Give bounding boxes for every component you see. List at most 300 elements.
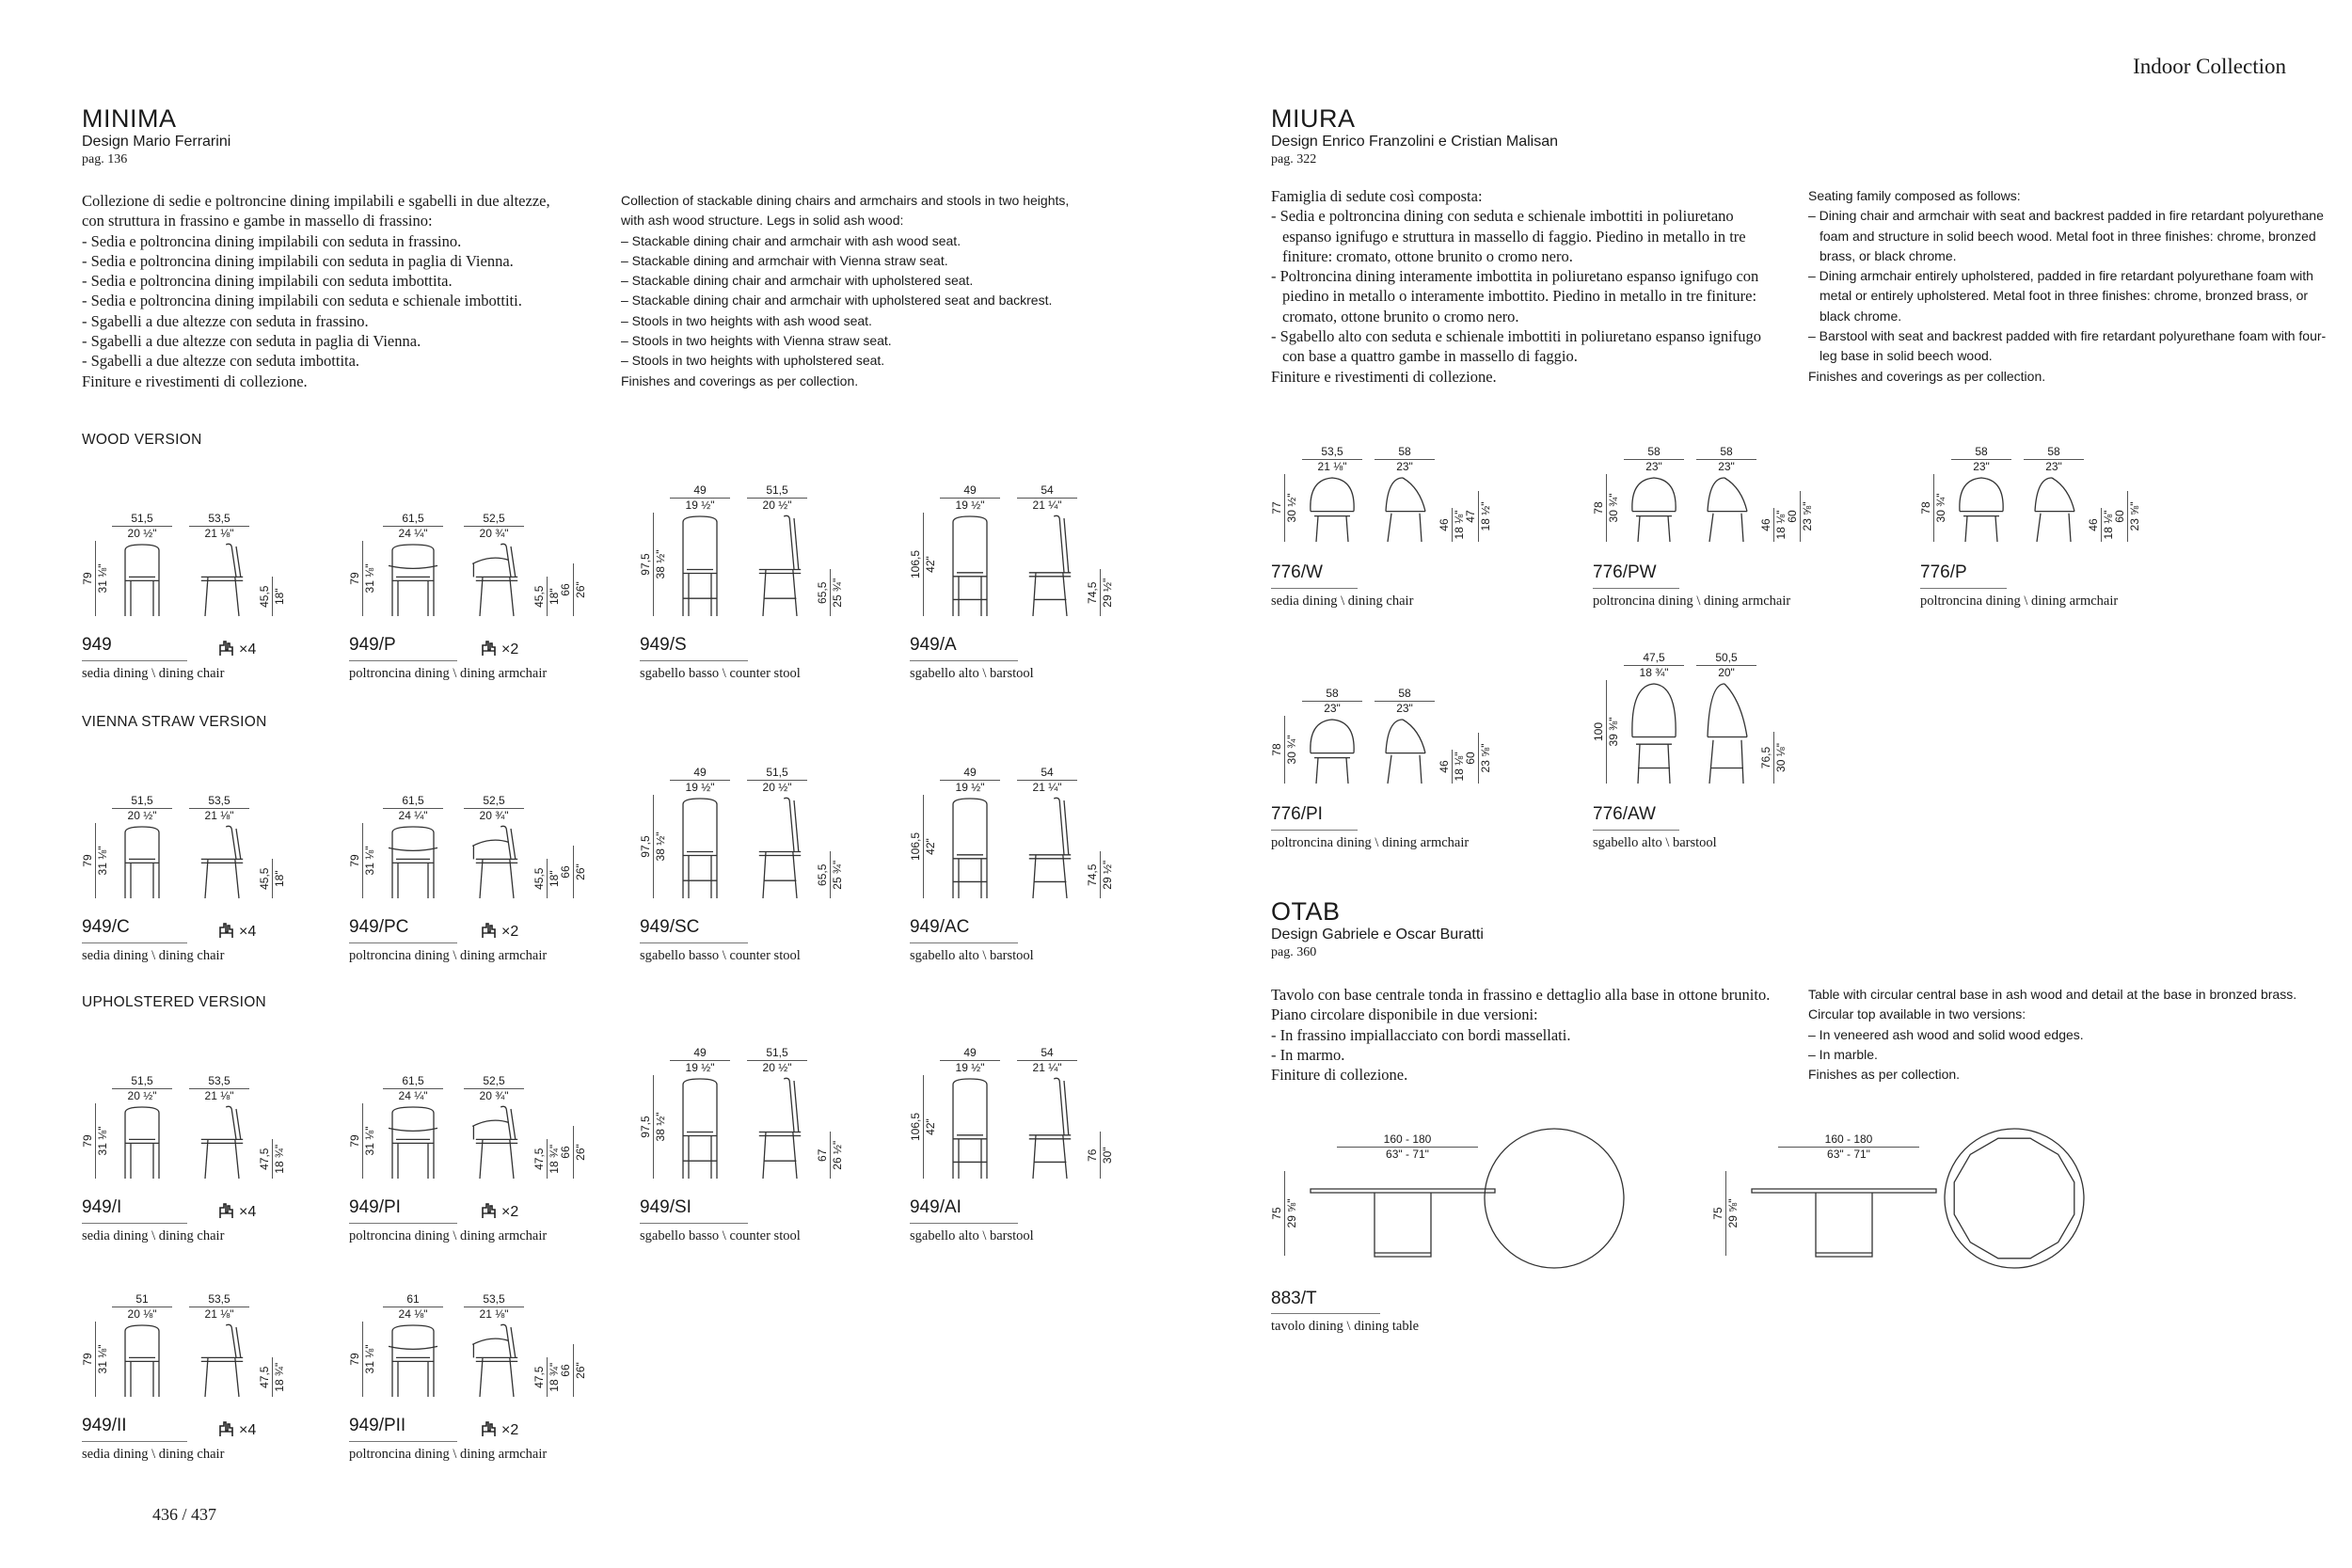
side-view-drawing — [2027, 474, 2080, 542]
product-code: 949/S — [640, 635, 687, 655]
dim-depth-in: 21 ⅛" — [204, 809, 234, 822]
dim-arm-height-cm: 47 — [1464, 510, 1477, 523]
dim-height — [1593, 474, 1620, 542]
miura-title: MIURA — [1271, 104, 1356, 133]
product-desc: sgabello alto \ barstool — [910, 666, 1034, 681]
dim-width — [112, 795, 172, 822]
dim-depth-cm: 53,5 — [208, 1292, 230, 1306]
dim-seat-height-in: 18" — [548, 870, 561, 888]
dim-arm-height-in: 23 ⅝" — [2128, 501, 2141, 531]
code-underline — [1271, 1313, 1380, 1314]
dim-seat-height-cm: 46 — [2087, 518, 2100, 531]
table-top-round — [1483, 1127, 1626, 1270]
dim-height — [349, 823, 376, 898]
dim-arm-height — [560, 563, 587, 616]
dim-seat-height-in: 18 ¾" — [548, 1362, 561, 1392]
dim-height — [1271, 716, 1298, 784]
code-underline — [910, 660, 1018, 661]
side-view-drawing — [466, 1103, 522, 1179]
dim-depth-cm: 53,5 — [483, 1292, 505, 1306]
product-desc: sgabello basso \ counter stool — [640, 948, 801, 963]
minima-designer: Design Mario Ferrarini — [82, 134, 231, 150]
dim-seat-height — [533, 577, 561, 616]
dim-seat-height-cm: 45,5 — [258, 585, 271, 608]
dim-table-height — [1712, 1171, 1740, 1256]
product-desc: sedia dining \ dining chair — [82, 1228, 225, 1243]
dim-height-in: 38 ½" — [654, 1112, 667, 1142]
dim-depth-cm: 58 — [2047, 445, 2060, 458]
dim-width — [112, 1075, 172, 1102]
product-desc: sgabello basso \ counter stool — [640, 1228, 801, 1243]
dim-depth — [747, 767, 807, 794]
dim-seat-height-in: 25 ¾" — [831, 860, 844, 890]
stack-count: ×2 — [501, 1204, 519, 1220]
dim-width-cm: 49 — [963, 483, 977, 497]
dim-seat-height-cm: 76 — [1086, 1148, 1099, 1162]
side-view-drawing — [749, 795, 805, 898]
dim-width-in: 21 ⅛" — [1317, 460, 1347, 473]
dim-depth-in: 20 ¾" — [479, 1089, 509, 1102]
dim-depth-in: 21 ⅛" — [204, 1089, 234, 1102]
dim-arm-height-in: 26" — [574, 863, 587, 880]
dim-seat-height-in: 18 ⅛" — [1774, 510, 1788, 540]
dim-width-in: 23" — [1973, 460, 1990, 473]
dim-height-cm: 97,5 — [639, 835, 652, 858]
dim-height — [1271, 474, 1298, 542]
dim-seat-height-cm: 47,5 — [532, 1148, 546, 1170]
code-underline — [1593, 588, 1679, 589]
dim-diameter-in: 63" - 71" — [1827, 1148, 1870, 1161]
dim-height-cm: 79 — [81, 854, 94, 867]
dim-depth-cm: 54 — [1041, 766, 1054, 779]
dim-seat-height-cm: 47,5 — [258, 1366, 271, 1388]
dim-height — [640, 795, 667, 898]
dim-depth-in: 21 ⅛" — [204, 1307, 234, 1321]
dim-seat-height-cm: 45,5 — [532, 867, 546, 890]
dim-height-cm: 79 — [348, 854, 361, 867]
miura-description-en: Seating family composed as follows: – Dining chair and armchair with seat and backrest padded in fire retardant polyurethane foam and structure in solid beech wood. Metal foot in three finishes: chrome, bronzed brass, or black chrome. – Dining armchair entirely upholstered, padded in fire retardant polyurethane foam with metal or entirely upholstered. Metal foot in three finishes: chrome, bronzed brass, or black chrome. – Barstool with seat and backrest padded with fire retardant polyurethane foam with four-leg base in solid beech wood. Finishes and coverings as per collection. — [1808, 188, 2327, 384]
dim-depth-in: 20 ½" — [762, 781, 792, 794]
dim-width-in: 20 ⅛" — [127, 1307, 157, 1321]
dim-width-in: 24 ¼" — [398, 527, 428, 540]
dim-width-in: 19 ½" — [685, 781, 715, 794]
dim-seat-height-in: 18 ¾" — [548, 1144, 561, 1174]
dim-depth-cm: 52,5 — [483, 1074, 505, 1087]
dim-seat-height — [817, 852, 844, 899]
side-view-drawing — [191, 1322, 247, 1397]
side-view-drawing — [1019, 513, 1075, 616]
dim-width — [1624, 652, 1684, 679]
dim-seat-height — [2088, 508, 2115, 542]
stack-icon — [481, 922, 498, 939]
product-desc: poltroncina dining \ dining armchair — [1593, 594, 1791, 609]
dim-table-height-in: 29 ⅝" — [1726, 1198, 1740, 1228]
product-desc-883-t: tavolo dining \ dining table — [1271, 1319, 1420, 1334]
dim-height-cm: 78 — [1270, 743, 1283, 756]
section-upholstered-version: UPHOLSTERED VERSION — [82, 994, 267, 1010]
dim-seat-height — [1087, 1132, 1114, 1180]
dim-seat-height-cm: 46 — [1438, 518, 1451, 531]
stackable-indicator — [218, 640, 256, 658]
dim-seat-height — [259, 859, 286, 898]
product-code: 949/C — [82, 917, 130, 937]
front-view-drawing — [677, 795, 723, 898]
side-view-drawing — [191, 823, 247, 898]
dim-height-cm: 78 — [1592, 501, 1605, 515]
product-code: 776/PI — [1271, 804, 1323, 824]
dim-depth — [464, 795, 524, 822]
side-view-drawing — [1378, 716, 1431, 784]
dim-width-cm: 61,5 — [402, 794, 424, 807]
code-underline — [640, 942, 748, 943]
side-view-drawing — [1019, 1075, 1075, 1179]
otab-title: OTAB — [1271, 897, 1341, 926]
dim-width-cm: 58 — [1647, 445, 1661, 458]
dim-height-cm: 78 — [1919, 501, 1932, 515]
miura-description-it: Famiglia di sedute così composta: - Sedia e poltroncina dining con seduta e schienale imbottiti in poliuretano espanso ignifugo e struttura in massello di faggio. Piedino in metallo in tre finiture: cromato, ottone brunito o cromo nero. - Poltroncina dining interamente imbottita in poliuretano espanso ignifugo con piedino in metallo o interamente imbottito. Piedino in metallo in tre finiture: cromato, ottone brunito o cromo nero. - Sgabello alto con seduta e schienale imbottiti in poliuretano espanso ignifugo con base a quattro gambe in massello di faggio. Finiture e rivestimenti di collezione. — [1271, 187, 1762, 386]
dim-arm-height — [1787, 491, 1814, 542]
dim-depth — [189, 795, 249, 822]
side-view-drawing — [1700, 474, 1753, 542]
dim-height-cm: 79 — [81, 1134, 94, 1148]
dim-height — [640, 1075, 667, 1179]
dim-height-cm: 97,5 — [639, 553, 652, 576]
dim-height-in: 31 ⅛" — [363, 1126, 376, 1156]
otab-page-ref: pag. 360 — [1271, 945, 1317, 959]
product-desc: poltroncina dining \ dining armchair — [349, 1447, 548, 1462]
stack-count: ×2 — [501, 1422, 519, 1438]
dim-depth — [464, 1293, 524, 1321]
dim-depth-in: 23" — [1396, 702, 1413, 715]
dim-width-in: 19 ½" — [955, 499, 985, 512]
dim-depth-in: 20 ¾" — [479, 527, 509, 540]
product-desc: sedia dining \ dining chair — [82, 1447, 225, 1462]
dim-width-cm: 58 — [1326, 687, 1339, 700]
miura-page-ref: pag. 322 — [1271, 152, 1317, 166]
stackable-indicator — [218, 1420, 256, 1439]
stack-icon — [218, 640, 235, 657]
dim-depth-in: 23" — [1396, 460, 1413, 473]
dim-table-height-in: 29 ⅝" — [1285, 1198, 1298, 1228]
dim-seat-height-cm: 47,5 — [258, 1148, 271, 1170]
dim-height-in: 31 ⅛" — [96, 1126, 109, 1156]
dim-height — [1593, 680, 1620, 784]
dim-arm-height-in: 23 ⅝" — [1801, 501, 1814, 531]
product-code: 776/AW — [1593, 804, 1656, 824]
dim-depth-cm: 50,5 — [1715, 651, 1738, 664]
dim-seat-height — [1760, 508, 1788, 542]
stack-count: ×2 — [501, 641, 519, 657]
dim-arm-height — [2114, 491, 2141, 542]
product-code: 949/SI — [640, 1197, 691, 1217]
stack-count: ×4 — [239, 924, 257, 940]
section-wood-version: WOOD VERSION — [82, 432, 202, 448]
product-desc: sedia dining \ dining chair — [1271, 594, 1414, 609]
dim-depth — [189, 513, 249, 540]
dim-seat-height-in: 18 ⅛" — [2102, 510, 2115, 540]
dim-arm-height — [560, 1126, 587, 1179]
dim-width-in: 19 ½" — [955, 781, 985, 794]
dim-seat-height — [1087, 570, 1114, 617]
dim-depth-in: 23" — [2045, 460, 2062, 473]
dim-depth — [464, 513, 524, 540]
front-view-drawing — [119, 1322, 165, 1397]
dim-seat-height-cm: 67 — [816, 1148, 829, 1162]
dim-depth-in: 21 ¼" — [1032, 781, 1062, 794]
front-view-drawing — [387, 541, 439, 616]
dim-depth — [189, 1075, 249, 1102]
product-code: 949/P — [349, 635, 396, 655]
dim-width — [383, 1293, 443, 1321]
dim-width-in: 20 ½" — [127, 1089, 157, 1102]
product-code: 776/W — [1271, 562, 1323, 582]
product-desc: poltroncina dining \ dining armchair — [349, 1228, 548, 1243]
dim-table-height — [1271, 1171, 1298, 1256]
dim-height-in: 30 ¾" — [1285, 735, 1298, 765]
dim-height — [82, 1322, 109, 1397]
front-view-drawing — [1629, 680, 1679, 784]
dim-height-in: 31 ⅛" — [96, 846, 109, 876]
dim-width-in: 20 ½" — [127, 809, 157, 822]
dim-arm-height-in: 26" — [574, 581, 587, 598]
product-desc: sgabello alto \ barstool — [910, 948, 1034, 963]
side-view-drawing — [191, 1103, 247, 1179]
dim-seat-height — [259, 1357, 286, 1397]
dim-depth — [1696, 652, 1756, 679]
stack-count: ×4 — [239, 1204, 257, 1220]
dim-width — [383, 1075, 443, 1102]
dim-width — [670, 1047, 730, 1074]
dim-height-cm: 106,5 — [909, 832, 922, 862]
dim-depth — [1017, 767, 1077, 794]
product-desc: sgabello basso \ counter stool — [640, 666, 801, 681]
dim-height-in: 31 ⅛" — [363, 846, 376, 876]
side-view-drawing — [466, 1322, 522, 1397]
code-underline — [1593, 830, 1679, 831]
dim-height — [910, 795, 937, 898]
dim-depth-in: 20" — [1718, 666, 1735, 679]
stack-icon — [218, 922, 235, 939]
product-desc: sedia dining \ dining chair — [82, 948, 225, 963]
dim-seat-height-in: 18" — [273, 588, 286, 606]
stack-count: ×4 — [239, 641, 257, 657]
dim-seat-height-in: 18 ⅛" — [1453, 752, 1466, 782]
dim-height-cm: 100 — [1592, 721, 1605, 742]
product-desc: sgabello alto \ barstool — [1593, 835, 1717, 850]
dim-diameter-cm: 160 - 180 — [1824, 1132, 1873, 1146]
dim-height — [910, 513, 937, 616]
dim-height-cm: 97,5 — [639, 1116, 652, 1138]
dim-seat-height-in: 18" — [273, 870, 286, 888]
dim-depth-cm: 58 — [1720, 445, 1733, 458]
dim-seat-height-in: 25 ¾" — [831, 578, 844, 608]
dim-width-in: 24 ¼" — [398, 1089, 428, 1102]
dim-depth — [1696, 446, 1756, 473]
dim-width — [383, 513, 443, 540]
dim-arm-height — [1465, 733, 1492, 784]
dim-width-cm: 61,5 — [402, 512, 424, 525]
dim-height-in: 42" — [924, 838, 937, 855]
dim-width-cm: 51,5 — [131, 1074, 153, 1087]
dim-arm-height-cm: 66 — [559, 865, 572, 879]
dim-height-in: 31 ⅛" — [363, 1344, 376, 1374]
product-code: 949 — [82, 635, 112, 655]
dim-width — [940, 484, 1000, 512]
front-view-drawing — [947, 1075, 993, 1179]
front-view-drawing — [387, 1103, 439, 1179]
dim-width-in: 23" — [1645, 460, 1662, 473]
stackable-indicator — [481, 640, 518, 658]
dim-diameter-cm: 160 - 180 — [1383, 1132, 1432, 1146]
dim-width-cm: 53,5 — [1321, 445, 1343, 458]
stack-icon — [218, 1202, 235, 1219]
stackable-indicator — [218, 1202, 256, 1221]
dim-width-in: 19 ½" — [955, 1061, 985, 1074]
dim-height-in: 42" — [924, 1118, 937, 1135]
dim-arm-height-cm: 60 — [1464, 752, 1477, 765]
product-desc: poltroncina dining \ dining armchair — [349, 948, 548, 963]
code-underline — [349, 942, 457, 943]
side-view-drawing — [1378, 474, 1431, 542]
front-view-drawing — [947, 513, 993, 616]
dim-depth — [464, 1075, 524, 1102]
dim-depth-in: 20 ½" — [762, 1061, 792, 1074]
dim-width — [112, 513, 172, 540]
side-view-drawing — [749, 513, 805, 616]
stack-icon — [218, 1420, 235, 1437]
dim-arm-height-in: 18 ½" — [1479, 501, 1492, 531]
dim-depth-in: 20 ½" — [762, 499, 792, 512]
code-underline — [640, 660, 748, 661]
dim-seat-height-in: 18 ¾" — [273, 1362, 286, 1392]
stack-count: ×4 — [239, 1422, 257, 1438]
dim-height — [910, 1075, 937, 1179]
dim-diameter-in: 63" - 71" — [1386, 1148, 1429, 1161]
dim-height — [82, 541, 109, 616]
dim-height — [349, 541, 376, 616]
otab-description-en: Table with circular central base in ash wood and detail at the base in bronzed brass. Circular top available in two versions: – In veneered ash wood and solid wood edges. – In marble. Finishes as per collection. — [1808, 987, 2297, 1083]
dim-seat-height — [1760, 732, 1788, 784]
dim-seat-height — [533, 859, 561, 898]
dim-seat-height-in: 29 ½" — [1101, 860, 1114, 890]
side-view-drawing — [191, 541, 247, 616]
dim-seat-height-cm: 76,5 — [1759, 746, 1772, 769]
dim-seat-height-cm: 74,5 — [1086, 863, 1099, 886]
front-view-drawing — [387, 1322, 439, 1397]
product-code: 949/PC — [349, 917, 409, 937]
product-desc: sgabello alto \ barstool — [910, 1228, 1034, 1243]
dim-arm-height-cm: 66 — [559, 583, 572, 596]
collection-title: Indoor Collection — [2133, 55, 2286, 78]
dim-table-height-cm: 75 — [1270, 1207, 1283, 1220]
product-code: 949/II — [82, 1416, 127, 1435]
dim-seat-height-cm: 47,5 — [532, 1366, 546, 1388]
product-code: 949/A — [910, 635, 957, 655]
product-desc: sedia dining \ dining chair — [82, 666, 225, 681]
side-view-drawing — [466, 823, 522, 898]
dim-seat-height — [259, 577, 286, 616]
dim-width — [1624, 446, 1684, 473]
miura-designer: Design Enrico Franzolini e Cristian Malisan — [1271, 134, 1559, 150]
front-view-drawing — [1629, 474, 1679, 542]
dim-seat-height-cm: 65,5 — [816, 581, 829, 604]
dim-height — [349, 1103, 376, 1179]
dim-arm-height-cm: 66 — [559, 1146, 572, 1159]
dim-seat-height — [1438, 750, 1466, 784]
dim-depth-cm: 51,5 — [766, 483, 788, 497]
dim-height-in: 31 ⅛" — [96, 563, 109, 594]
dim-height-in: 30 ¾" — [1934, 493, 1947, 523]
side-view-drawing — [466, 541, 522, 616]
front-view-drawing — [119, 541, 165, 616]
dim-seat-height-in: 18 ⅛" — [1453, 510, 1466, 540]
code-underline — [349, 1223, 457, 1224]
dim-depth-in: 21 ⅛" — [204, 527, 234, 540]
page-numbers: 436 / 437 — [152, 1505, 217, 1524]
dim-seat-height — [817, 570, 844, 617]
table-top-marble — [1943, 1127, 2086, 1270]
dim-seat-height-cm: 45,5 — [258, 867, 271, 890]
dim-width-cm: 49 — [693, 483, 707, 497]
dim-depth — [2024, 446, 2084, 473]
dim-depth-in: 20 ¾" — [479, 809, 509, 822]
dim-table-height-cm: 75 — [1711, 1207, 1724, 1220]
code-underline — [82, 1223, 187, 1224]
dim-depth-cm: 58 — [1398, 687, 1411, 700]
dim-height-in: 31 ⅛" — [96, 1344, 109, 1374]
product-code: 949/PI — [349, 1197, 401, 1217]
code-underline — [1271, 830, 1358, 831]
dim-height-in: 30 ¾" — [1607, 493, 1620, 523]
dim-depth-cm: 53,5 — [208, 512, 230, 525]
dim-seat-height-in: 26 ½" — [831, 1140, 844, 1170]
dim-depth-in: 23" — [1718, 460, 1735, 473]
side-view-drawing — [1019, 795, 1075, 898]
dim-depth — [1017, 484, 1077, 512]
code-underline — [82, 660, 187, 661]
otab-description-it: Tavolo con base centrale tonda in frassino e dettaglio alla base in ottone brunito. Piano circolare disponibile in due versioni: - In frassino impiallacciato con bordi massellati. - In marmo. Finiture di collezione. — [1271, 986, 1771, 1085]
dim-height-in: 42" — [924, 556, 937, 573]
dim-height-cm: 79 — [348, 572, 361, 585]
dim-height — [1920, 474, 1947, 542]
code-underline — [640, 1223, 748, 1224]
product-code: 776/P — [1920, 562, 1967, 582]
dim-width-cm: 61,5 — [402, 1074, 424, 1087]
dim-height-in: 30 ½" — [1285, 493, 1298, 523]
dim-height — [349, 1322, 376, 1397]
dim-width-cm: 58 — [1975, 445, 1988, 458]
dim-width-cm: 51 — [135, 1292, 149, 1306]
dim-width-cm: 49 — [693, 766, 707, 779]
dim-height-cm: 79 — [348, 1353, 361, 1366]
dim-depth-cm: 53,5 — [208, 794, 230, 807]
product-desc: poltroncina dining \ dining armchair — [1271, 835, 1470, 850]
dim-width — [383, 795, 443, 822]
dim-height-cm: 106,5 — [909, 549, 922, 579]
dim-arm-height-in: 26" — [574, 1362, 587, 1379]
code-underline — [910, 942, 1018, 943]
product-code: 949/PII — [349, 1416, 406, 1435]
dim-arm-height — [560, 846, 587, 898]
dim-diameter — [1337, 1133, 1478, 1161]
dim-depth-cm: 51,5 — [766, 766, 788, 779]
dim-width-in: 19 ½" — [685, 1061, 715, 1074]
dim-height-cm: 106,5 — [909, 1112, 922, 1142]
front-view-drawing — [1307, 716, 1358, 784]
front-view-drawing — [387, 823, 439, 898]
dim-arm-height-in: 26" — [574, 1144, 587, 1161]
dim-height-in: 39 ⅜" — [1607, 717, 1620, 747]
